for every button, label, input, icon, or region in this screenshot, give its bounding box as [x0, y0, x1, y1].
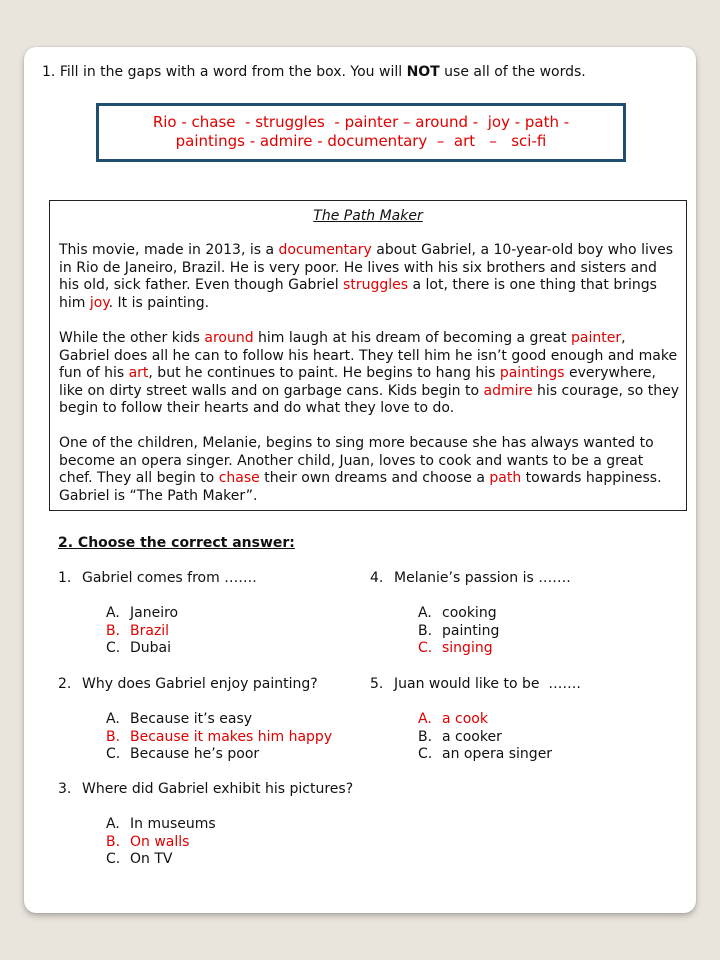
mc-option-text: Because it makes him happy — [130, 728, 333, 745]
mc-question-text: Why does Gabriel enjoy painting? — [82, 676, 318, 692]
mc-option-letter: C. — [418, 746, 433, 762]
story-paragraph-2 — [59, 330, 679, 418]
story-text: his courage, so they begin to follow their hearts and do what they love to do. — [59, 382, 679, 416]
story-text: One of the children, Melanie, begins to sing more because she has always wanted to become an opera singer. Another child, Juan, loves to cook and wants to be a great chef. They all begin to — [59, 435, 654, 486]
filled-answer-word: art — [128, 365, 149, 381]
mc-option-letter: B. — [418, 622, 433, 639]
word-box — [96, 103, 626, 162]
mc-option-text: painting — [442, 622, 500, 639]
mc-question-number: 4. — [370, 570, 384, 586]
mc-option-letter: A. — [106, 816, 120, 832]
mc-options-4 — [418, 605, 499, 658]
story-text: , Gabriel does all he can to follow his heart. They tell him he isn’t good enough and make fun of his — [59, 330, 678, 381]
mc-option-text: a cooker — [442, 728, 502, 745]
story-title: The Path Maker — [313, 208, 423, 224]
mc-question-text: Juan would like to be ……. — [394, 676, 581, 692]
filled-answer-word: struggles — [343, 277, 409, 293]
mc-question-number: 2. — [58, 676, 72, 692]
mc-option-letter: B. — [106, 833, 121, 850]
mc-option-text: On walls — [130, 833, 190, 850]
mc-option-letter: C. — [418, 640, 433, 656]
mc-option-correct — [106, 729, 332, 747]
mc-option-correct — [418, 711, 552, 729]
story-text: This movie, made in 2013, is a — [59, 242, 279, 258]
mc-option — [106, 711, 332, 729]
mc-option-text: Because he’s poor — [130, 746, 260, 762]
story-text: . It is painting. — [108, 294, 210, 311]
mc-question-text: Where did Gabriel exhibit his pictures? — [82, 781, 354, 797]
mc-option-letter: C. — [106, 746, 121, 762]
mc-option-letter: B. — [418, 728, 433, 745]
mc-options-2 — [106, 711, 332, 764]
q1-number: 1. — [42, 64, 56, 80]
mc-option-letter: C. — [106, 640, 121, 656]
filled-answer-word: paintings — [499, 365, 565, 381]
story-paragraph-3 — [59, 435, 679, 505]
q1-bold-not: NOT — [406, 64, 440, 80]
mc-option-correct — [418, 640, 499, 658]
question-1-instruction — [42, 63, 586, 81]
mc-option — [106, 605, 178, 623]
mc-option-text: On TV — [130, 851, 173, 867]
mc-option-text: a cook — [442, 711, 488, 727]
mc-options-5 — [418, 711, 552, 764]
mc-options-3 — [106, 816, 216, 869]
filled-answer-word: around — [204, 330, 254, 346]
story-text: , but he continues to paint. He begins to hang his — [148, 365, 500, 381]
mc-question-number: 3. — [58, 781, 72, 797]
mc-question-3 — [58, 781, 353, 799]
mc-question-text: Gabriel comes from ……. — [82, 570, 257, 586]
question-2-heading: 2. Choose the correct answer: — [58, 535, 295, 551]
mc-option-text: cooking — [442, 605, 497, 621]
mc-option-text: an opera singer — [442, 746, 553, 762]
mc-options-1 — [106, 605, 178, 658]
mc-option — [106, 851, 216, 869]
mc-option — [418, 623, 499, 641]
mc-question-4 — [370, 570, 571, 588]
mc-option-text: Because it’s easy — [130, 711, 253, 727]
mc-option-letter: A. — [106, 605, 120, 621]
story-text: While the other kids — [59, 330, 205, 346]
mc-option — [418, 729, 552, 747]
filled-answer-word: admire — [483, 382, 533, 399]
mc-option-letter: B. — [106, 728, 121, 745]
story-text: a lot, there is one thing that brings him — [59, 277, 657, 311]
story-paragraph-1 — [59, 242, 679, 312]
filled-answer-word: documentary — [278, 242, 372, 258]
mc-option — [418, 605, 499, 623]
mc-question-1 — [58, 570, 257, 588]
mc-option-letter: A. — [418, 605, 432, 621]
mc-option-letter: A. — [418, 711, 432, 727]
q1-text-after: use all of the words. — [439, 64, 586, 80]
story-text: about Gabriel, a 10-year-old boy who lives in Rio de Janeiro, Brazil. He is very poor. He lives with his six brothers and sisters and his old, sick father. Even though Gabriel — [59, 242, 674, 293]
mc-option — [106, 816, 216, 834]
mc-question-5 — [370, 676, 581, 694]
mc-option — [106, 746, 332, 764]
mc-question-number: 5. — [370, 676, 384, 692]
mc-option — [106, 640, 178, 658]
mc-option-text: Janeiro — [130, 605, 179, 621]
mc-option — [418, 746, 552, 764]
story-text: their own dreams and choose a — [259, 470, 490, 486]
mc-option-letter: B. — [106, 622, 121, 639]
word-box-line-2: paintings - admire - documentary – art – sci-fi — [175, 132, 547, 150]
mc-option-text: In museums — [130, 816, 216, 832]
story-box — [49, 200, 687, 511]
mc-question-number: 1. — [58, 570, 72, 586]
story-text: him laugh at his dream of becoming a great — [253, 330, 572, 346]
mc-option-correct — [106, 623, 178, 641]
story-text: everywhere, like on dirty street walls and on garbage cans. Kids begin to — [59, 365, 656, 399]
filled-answer-word: painter — [571, 330, 622, 346]
mc-question-2 — [58, 676, 318, 694]
filled-answer-word: path — [489, 470, 522, 486]
mc-option-correct — [106, 834, 216, 852]
mc-option-letter: A. — [106, 711, 120, 727]
mc-option-letter: C. — [106, 851, 121, 867]
mc-option-text: Dubai — [130, 640, 172, 656]
q1-text-before: Fill in the gaps with a word from the box. You will — [59, 64, 407, 80]
story-text: towards happiness. Gabriel is “The Path Maker”. — [59, 470, 662, 504]
filled-answer-word: joy — [89, 294, 109, 311]
word-box-line-1: Rio - chase - struggles - painter – around - joy - path - — [152, 113, 570, 131]
filled-answer-word: chase — [218, 470, 260, 486]
mc-option-text: singing — [442, 640, 493, 656]
mc-question-text: Melanie’s passion is ……. — [394, 570, 571, 586]
mc-option-text: Brazil — [130, 622, 170, 639]
